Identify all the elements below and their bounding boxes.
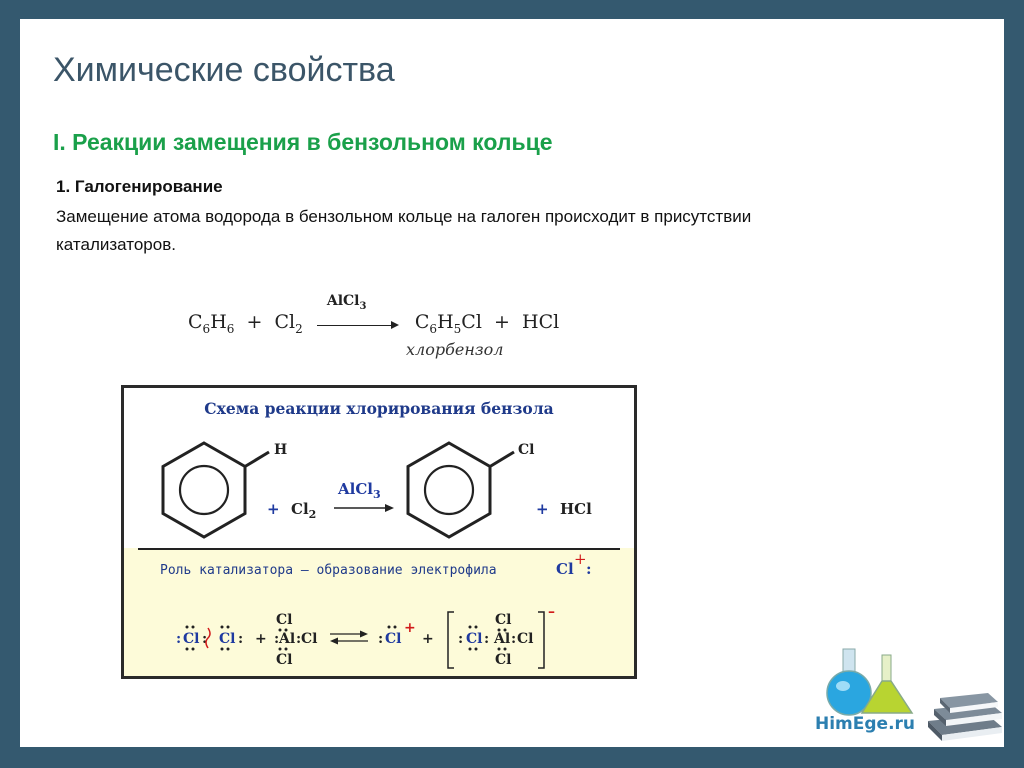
plus-sign: +	[246, 311, 263, 333]
positive-charge: +	[404, 620, 416, 636]
aluminium-atom: Al	[494, 631, 511, 647]
chlorine-atom: Cl	[301, 631, 318, 647]
books-icon	[928, 693, 1002, 741]
colon: :	[238, 631, 244, 647]
chlorine-reagent: $Cl_2$	[291, 500, 317, 521]
chlorine-atom: Cl	[495, 652, 512, 668]
plus-sign: +	[536, 500, 549, 518]
reactant-benzene: $C_6H_6$	[188, 311, 235, 336]
colon: :	[458, 631, 464, 647]
plus-sign: +	[494, 311, 510, 333]
bracket-left	[448, 612, 454, 668]
colon: :	[176, 631, 182, 647]
slide	[20, 19, 1004, 747]
catalyst-label: AlCl$_3$	[326, 292, 367, 312]
chlorine-atom: Cl	[183, 631, 200, 647]
scheme-title: Схема реакции хлорирования бензола	[204, 399, 554, 418]
reaction-equation	[188, 292, 560, 336]
chlorine-atom: Cl	[276, 652, 293, 668]
benzene-ring	[408, 443, 490, 537]
bond-line	[490, 452, 514, 467]
catalyst-role-text: Роль катализатора – образование электрофила	[160, 563, 497, 578]
hydrogen-label: H	[274, 442, 288, 458]
reactant-chlorine: $Cl_2$	[274, 311, 303, 336]
electrophile-charge: +	[574, 550, 587, 568]
scheme-catalyst: AlCl$_3$	[338, 480, 381, 501]
scheme-drawing	[124, 388, 634, 676]
body-text: Замещение атома водорода в бензольном кольце на галоген происходит в присутствии катализаторов.	[56, 207, 752, 254]
logo-text: HimEge.ru	[815, 714, 916, 734]
colon: :	[296, 631, 302, 647]
chlorine-atom: Cl	[466, 631, 483, 647]
chlorine-atom: Cl	[495, 612, 512, 628]
colon: :	[274, 631, 280, 647]
product-name: хлорбензол	[406, 340, 504, 359]
bracket-right	[538, 612, 544, 668]
slide-subtitle: I. Реакции замещения в бензольном кольце	[53, 129, 553, 155]
reaction-scheme	[121, 385, 637, 679]
aromatic-circle	[180, 466, 228, 514]
electrophile-label: Cl	[556, 560, 574, 578]
bond-line	[245, 452, 269, 467]
chlorine-cation: Cl	[385, 631, 402, 647]
colon: :	[378, 631, 384, 647]
reaction-arrow	[317, 292, 399, 324]
chlorine-atom: Cl	[276, 612, 293, 628]
negative-charge: –	[548, 604, 555, 620]
aromatic-circle	[425, 466, 473, 514]
colon: :	[511, 631, 517, 647]
chlorine-substituent: Cl	[518, 442, 535, 458]
plus-sign: +	[267, 500, 280, 518]
colon: :	[484, 631, 490, 647]
chlorine-atom: Cl	[517, 631, 534, 647]
colon: :	[586, 560, 592, 578]
section-heading: 1. Галогенирование	[56, 177, 223, 196]
product-chlorobenzene: $C_6H_5Cl$	[414, 311, 482, 336]
lewis-structures	[176, 604, 555, 668]
arrow-head	[385, 504, 394, 512]
hcl-product: HCl	[560, 500, 592, 518]
product-hcl: HCl	[522, 311, 560, 333]
plus-sign: +	[255, 631, 267, 647]
slide-title: Химические свойства	[53, 51, 395, 89]
colon: :	[202, 631, 208, 647]
aluminium-atom: Al	[279, 631, 296, 647]
benzene-ring	[163, 443, 245, 537]
plus-sign: +	[422, 631, 434, 647]
chlorine-atom: Cl	[219, 631, 236, 647]
